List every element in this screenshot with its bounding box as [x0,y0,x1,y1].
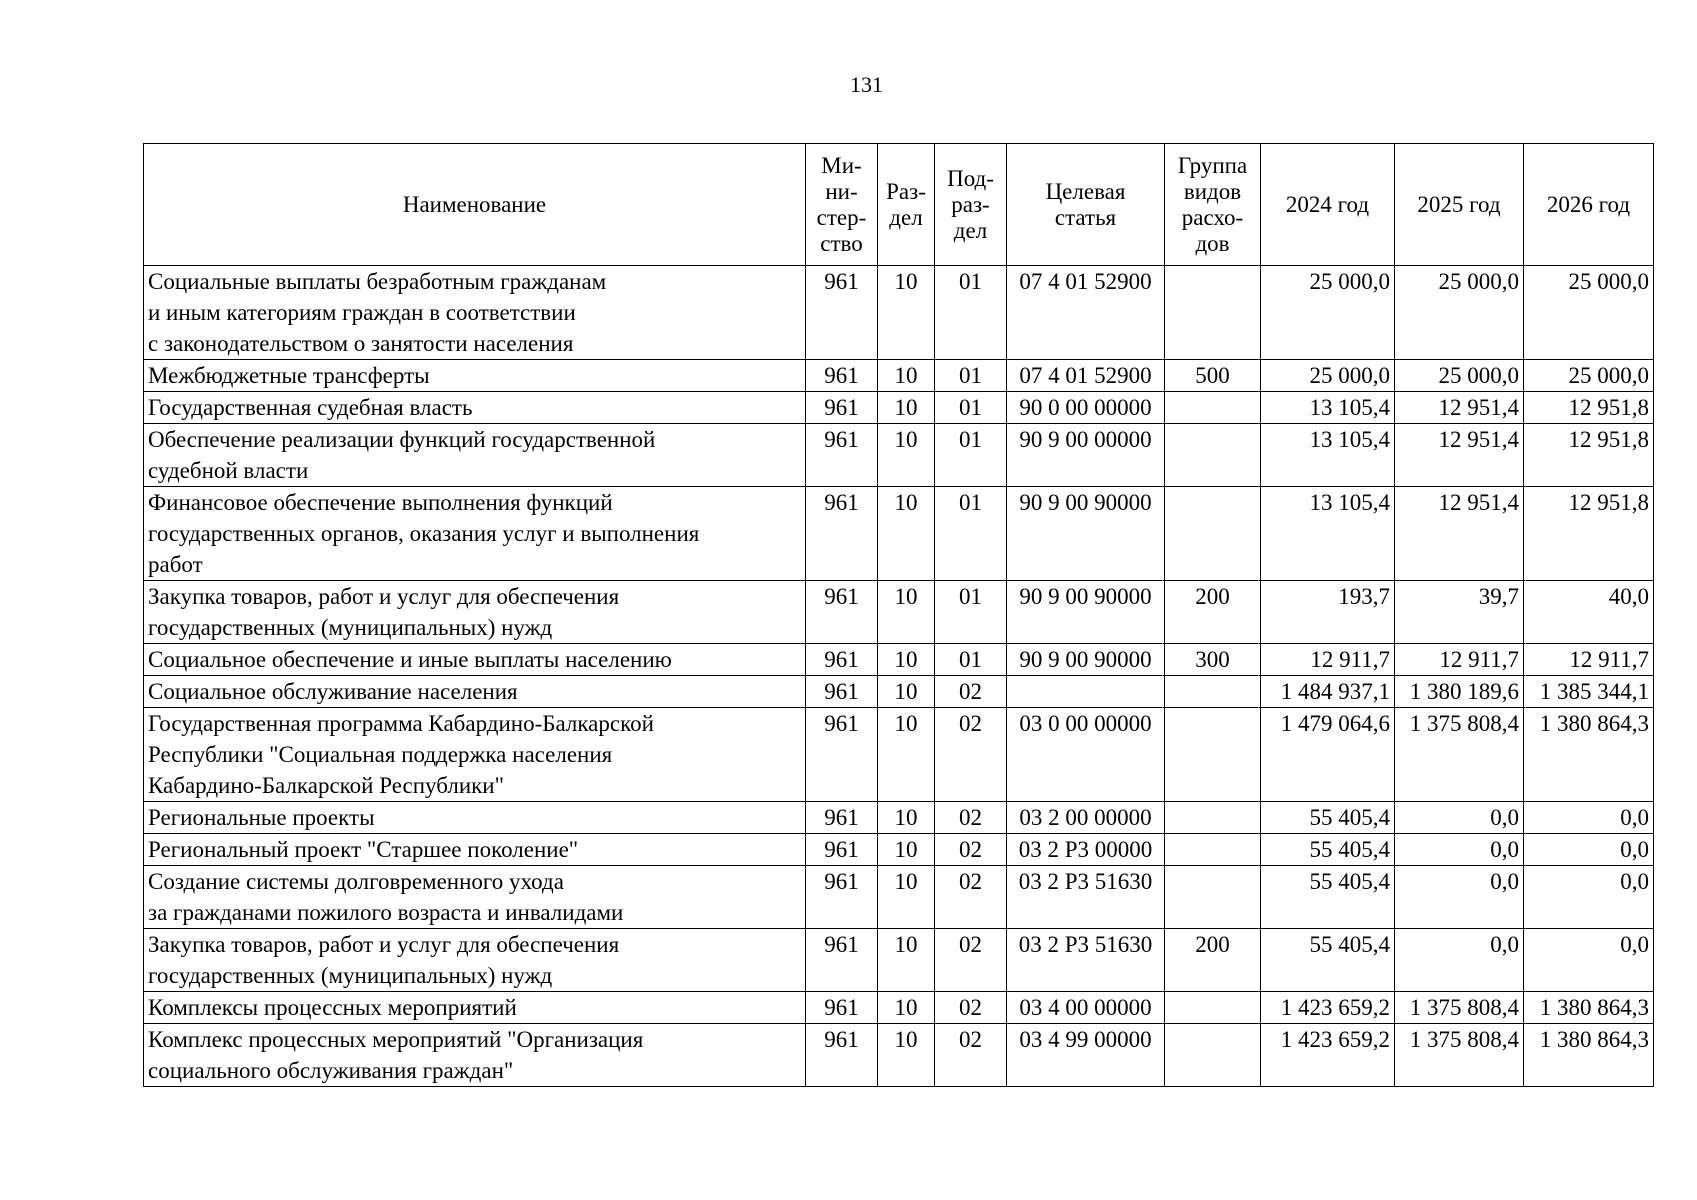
row-value-2024: 1 423 659,2 [1261,992,1395,1024]
row-section: 10 [878,392,935,424]
row-value-2025: 0,0 [1395,929,1524,992]
row-ministry: 961 [806,1024,878,1087]
row-target-article: 03 0 00 00000 [1007,708,1165,802]
row-section: 10 [878,424,935,487]
row-target-article: 03 4 00 00000 [1007,992,1165,1024]
table-row [144,866,1654,929]
row-expense-group [1165,266,1261,360]
row-name: Межбюджетные трансферты [144,360,806,392]
row-value-2024: 1 423 659,2 [1261,1024,1395,1087]
header-subsection: Под- раз- дел [935,144,1007,266]
row-target-article [1007,676,1165,708]
row-value-2025: 25 000,0 [1395,266,1524,360]
header-expense-group: Группа видов расхо- дов [1165,144,1261,266]
row-expense-group [1165,708,1261,802]
table-row [144,581,1654,644]
row-subsection: 01 [935,266,1007,360]
row-expense-group [1165,992,1261,1024]
table-row [144,392,1654,424]
row-ministry: 961 [806,676,878,708]
row-subsection: 02 [935,708,1007,802]
row-target-article: 90 9 00 90000 [1007,581,1165,644]
row-ministry: 961 [806,581,878,644]
row-subsection: 02 [935,929,1007,992]
row-ministry: 961 [806,802,878,834]
row-value-2025: 0,0 [1395,802,1524,834]
table-row [144,929,1654,992]
row-target-article: 07 4 01 52900 [1007,266,1165,360]
row-value-2024: 55 405,4 [1261,866,1395,929]
row-value-2025: 12 951,4 [1395,392,1524,424]
row-subsection: 01 [935,581,1007,644]
header-section: Раз- дел [878,144,935,266]
table-row [144,266,1654,360]
row-name: Закупка товаров, работ и услуг для обеспечения государственных (муниципальных) нужд [144,581,806,644]
row-ministry: 961 [806,866,878,929]
row-section: 10 [878,802,935,834]
table-row [144,676,1654,708]
row-ministry: 961 [806,992,878,1024]
row-value-2026: 1 380 864,3 [1524,708,1654,802]
row-value-2025: 12 911,7 [1395,644,1524,676]
header-name: Наименование [144,144,806,266]
page-number: 131 [850,72,883,97]
row-expense-group [1165,802,1261,834]
header-target-article: Целевая статья [1007,144,1165,266]
row-value-2025: 1 375 808,4 [1395,1024,1524,1087]
row-subsection: 01 [935,644,1007,676]
header-ministry: Ми- ни- стер- ство [806,144,878,266]
row-value-2025: 0,0 [1395,866,1524,929]
row-name: Государственная программа Кабардино-Балкарской Республики "Социальная поддержка населения Кабардино-Балкарской Республики" [144,708,806,802]
row-ministry: 961 [806,424,878,487]
row-ministry: 961 [806,834,878,866]
row-expense-group: 200 [1165,929,1261,992]
row-section: 10 [878,360,935,392]
row-expense-group: 500 [1165,360,1261,392]
row-value-2024: 13 105,4 [1261,392,1395,424]
row-value-2024: 1 479 064,6 [1261,708,1395,802]
row-subsection: 01 [935,424,1007,487]
row-ministry: 961 [806,708,878,802]
row-target-article: 90 9 00 90000 [1007,487,1165,581]
row-value-2024: 25 000,0 [1261,266,1395,360]
row-name: Социальные выплаты безработным гражданам и иным категориям граждан в соответствии с законодательством о занятости населения [144,266,806,360]
row-subsection: 02 [935,992,1007,1024]
row-value-2024: 55 405,4 [1261,834,1395,866]
row-value-2025: 1 375 808,4 [1395,992,1524,1024]
header-year-2024: 2024 год [1261,144,1395,266]
table-header-row [144,144,1654,266]
row-ministry: 961 [806,392,878,424]
row-name: Комплексы процессных мероприятий [144,992,806,1024]
row-value-2025: 1 380 189,6 [1395,676,1524,708]
row-subsection: 01 [935,360,1007,392]
row-section: 10 [878,676,935,708]
row-target-article: 90 9 00 00000 [1007,424,1165,487]
row-value-2025: 0,0 [1395,834,1524,866]
row-subsection: 02 [935,802,1007,834]
table-row [144,992,1654,1024]
table-row [144,834,1654,866]
row-section: 10 [878,1024,935,1087]
row-section: 10 [878,929,935,992]
row-name: Комплекс процессных мероприятий "Организация социального обслуживания граждан" [144,1024,806,1087]
row-subsection: 02 [935,834,1007,866]
row-value-2026: 1 385 344,1 [1524,676,1654,708]
row-expense-group [1165,866,1261,929]
row-subsection: 01 [935,392,1007,424]
row-target-article: 90 0 00 00000 [1007,392,1165,424]
row-ministry: 961 [806,487,878,581]
table-row [144,708,1654,802]
row-name: Закупка товаров, работ и услуг для обеспечения государственных (муниципальных) нужд [144,929,806,992]
row-name: Социальное обеспечение и иные выплаты населению [144,644,806,676]
row-name: Социальное обслуживание населения [144,676,806,708]
row-expense-group [1165,487,1261,581]
row-value-2025: 39,7 [1395,581,1524,644]
row-value-2026: 12 951,8 [1524,424,1654,487]
row-target-article: 03 2 Р3 00000 [1007,834,1165,866]
row-subsection: 02 [935,676,1007,708]
row-value-2026: 25 000,0 [1524,266,1654,360]
row-ministry: 961 [806,929,878,992]
row-value-2025: 25 000,0 [1395,360,1524,392]
row-target-article: 03 4 99 00000 [1007,1024,1165,1087]
table-row [144,487,1654,581]
row-value-2026: 1 380 864,3 [1524,1024,1654,1087]
row-target-article: 03 2 Р3 51630 [1007,929,1165,992]
row-value-2024: 25 000,0 [1261,360,1395,392]
budget-table [143,143,1654,1087]
row-section: 10 [878,866,935,929]
row-value-2025: 1 375 808,4 [1395,708,1524,802]
row-value-2024: 13 105,4 [1261,487,1395,581]
row-name: Обеспечение реализации функций государственной судебной власти [144,424,806,487]
table-row [144,644,1654,676]
row-expense-group [1165,424,1261,487]
row-value-2026: 40,0 [1524,581,1654,644]
row-value-2026: 1 380 864,3 [1524,992,1654,1024]
row-name: Государственная судебная власть [144,392,806,424]
row-expense-group [1165,392,1261,424]
row-section: 10 [878,644,935,676]
header-year-2026: 2026 год [1524,144,1654,266]
header-year-2025: 2025 год [1395,144,1524,266]
row-value-2025: 12 951,4 [1395,424,1524,487]
row-subsection: 02 [935,866,1007,929]
row-expense-group: 200 [1165,581,1261,644]
row-name: Создание системы долговременного ухода за гражданами пожилого возраста и инвалидами [144,866,806,929]
table-row [144,802,1654,834]
row-value-2025: 12 951,4 [1395,487,1524,581]
table-row [144,360,1654,392]
row-value-2026: 12 911,7 [1524,644,1654,676]
row-value-2026: 0,0 [1524,802,1654,834]
row-section: 10 [878,992,935,1024]
row-value-2026: 0,0 [1524,929,1654,992]
row-target-article: 03 2 Р3 51630 [1007,866,1165,929]
row-value-2026: 25 000,0 [1524,360,1654,392]
row-ministry: 961 [806,266,878,360]
row-name: Финансовое обеспечение выполнения функций государственных органов, оказания услуг и выполнения работ [144,487,806,581]
row-value-2026: 0,0 [1524,834,1654,866]
row-name: Региональные проекты [144,802,806,834]
row-section: 10 [878,487,935,581]
table-row [144,1024,1654,1087]
row-value-2026: 12 951,8 [1524,487,1654,581]
row-ministry: 961 [806,644,878,676]
row-expense-group [1165,834,1261,866]
row-value-2024: 12 911,7 [1261,644,1395,676]
row-ministry: 961 [806,360,878,392]
row-value-2026: 0,0 [1524,866,1654,929]
row-section: 10 [878,266,935,360]
row-value-2024: 55 405,4 [1261,802,1395,834]
row-subsection: 02 [935,1024,1007,1087]
row-value-2024: 13 105,4 [1261,424,1395,487]
row-section: 10 [878,708,935,802]
row-value-2024: 55 405,4 [1261,929,1395,992]
row-target-article: 03 2 00 00000 [1007,802,1165,834]
row-target-article: 07 4 01 52900 [1007,360,1165,392]
table-row [144,424,1654,487]
row-expense-group [1165,1024,1261,1087]
row-subsection: 01 [935,487,1007,581]
row-target-article: 90 9 00 90000 [1007,644,1165,676]
row-name: Региональный проект "Старшее поколение" [144,834,806,866]
row-value-2024: 1 484 937,1 [1261,676,1395,708]
row-section: 10 [878,581,935,644]
row-section: 10 [878,834,935,866]
row-value-2026: 12 951,8 [1524,392,1654,424]
row-expense-group [1165,676,1261,708]
row-value-2024: 193,7 [1261,581,1395,644]
row-expense-group: 300 [1165,644,1261,676]
